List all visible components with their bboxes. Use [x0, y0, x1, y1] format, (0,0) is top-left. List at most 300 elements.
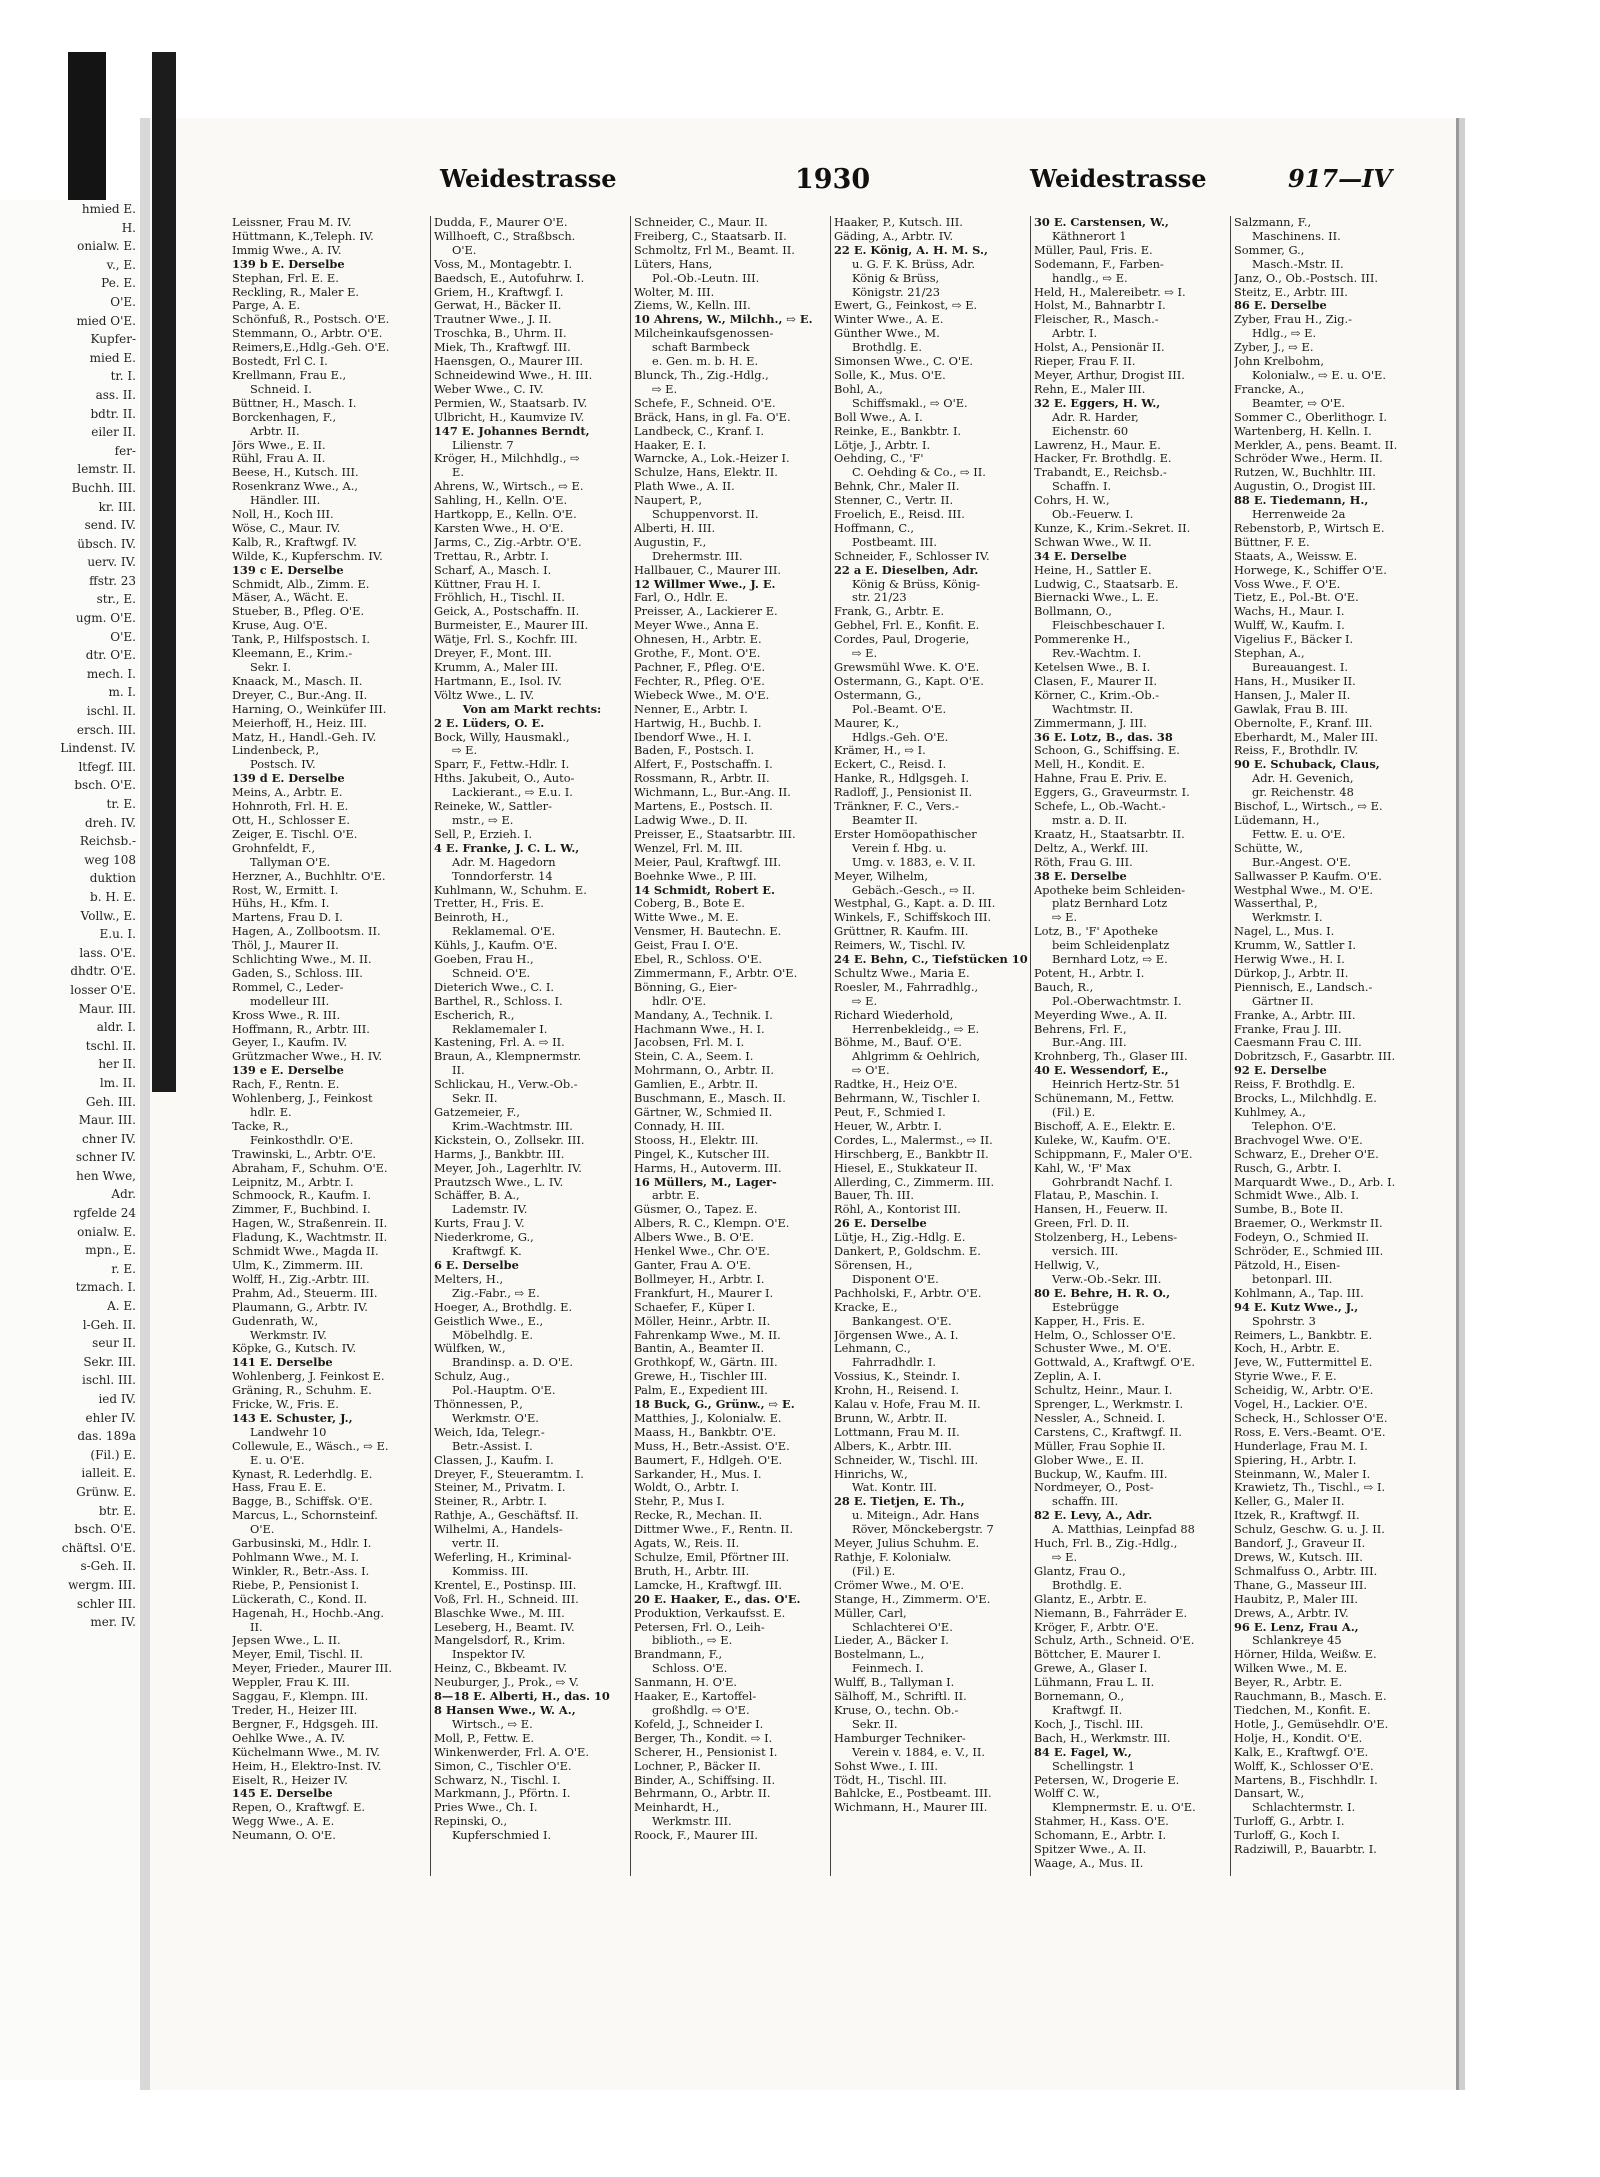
resident-entry: Postsch. IV.	[250, 758, 316, 772]
resident-entry: Bergner, F., Hdgsgeh. III.	[232, 1717, 379, 1731]
resident-entry: Bönning, G., Eier-	[634, 980, 737, 994]
resident-entry: Tank, P., Hilfspostsch. I.	[232, 633, 370, 647]
resident-entry: Schwarz, N., Tischl. I.	[434, 1773, 561, 1787]
resident-entry: Schmidt Wwe., Magda II.	[232, 1245, 379, 1259]
resident-entry: Bureauangest. I.	[1252, 661, 1348, 674]
resident-entry: Rost, W., Ermitt. I.	[232, 883, 339, 897]
resident-entry: Stolzenberg, H., Lebens-	[1034, 1231, 1178, 1245]
resident-entry: Lottmann, Frau M. II.	[834, 1425, 960, 1439]
resident-entry: Meyer, Julius Schuhm. E.	[834, 1537, 980, 1551]
resident-entry: Kalk, E., Kraftwgf. O'E.	[1234, 1745, 1369, 1759]
resident-entry: Käthnerort 1	[1052, 229, 1127, 243]
resident-entry: Meyer, Emil, Tischl. II.	[232, 1648, 363, 1662]
resident-entry: Stenner, C., Vertr. II.	[834, 494, 954, 508]
prev-page-line: str., E.	[96, 592, 136, 607]
prev-page-line: mpn., E.	[85, 1243, 136, 1258]
resident-entry: Meins, A., Arbtr. E.	[232, 786, 343, 800]
resident-entry: platz Bernhard Lotz	[1052, 897, 1168, 911]
resident-entry: Crömer Wwe., M. O'E.	[834, 1578, 964, 1592]
resident-entry: Büttner, F. E.	[1234, 535, 1310, 549]
prev-page-line: ehler IV.	[85, 1410, 136, 1425]
resident-entry: Sarkander, H., Mus. I.	[634, 1467, 762, 1481]
resident-entry: Witte Wwe., M. E.	[634, 911, 739, 925]
resident-entry: Wilde, K., Kupferschm. IV.	[232, 549, 383, 563]
resident-entry: Helm, O., Schlosser O'E.	[1034, 1328, 1176, 1342]
prev-page-line: Geh. III.	[85, 1094, 136, 1109]
resident-entry: Nordmeyer, O., Post-	[1034, 1481, 1154, 1495]
resident-entry: Hachmann Wwe., H. I.	[634, 1022, 765, 1036]
resident-entry: Martens, E., Postsch. II.	[634, 800, 773, 814]
resident-entry: Binder, A., Schiffsing. II.	[634, 1773, 776, 1787]
resident-entry: Grewsmühl Wwe. K. O'E.	[834, 661, 980, 674]
resident-entry: Zimmermann, J. III.	[1034, 716, 1147, 730]
resident-entry: Ahlgrimm & Oehlrich,	[852, 1050, 981, 1064]
resident-entry: Sallwasser P. Kaufm. O'E.	[1234, 869, 1382, 883]
resident-entry: Schuster Wwe., M. O'E.	[1034, 1342, 1172, 1356]
resident-entry: Holst, A., Pensionär II.	[1034, 341, 1165, 355]
resident-entry: Klempnermstr. E. u. O'E.	[1052, 1801, 1196, 1815]
resident-entry: Alberti, H. III.	[634, 521, 716, 535]
resident-entry: gr. Reichenstr. 48	[1252, 786, 1354, 800]
resident-entry: Wolter, M. III.	[634, 285, 715, 299]
resident-entry: Kohlmann, A., Tap. III.	[1234, 1286, 1364, 1300]
resident-entry: Potent, H., Arbtr. I.	[1034, 966, 1145, 980]
resident-entry: Sanmann, H. O'E.	[634, 1676, 738, 1690]
house-number-entry: 16 Müllers, M., Lager-	[634, 1175, 777, 1189]
resident-entry: Nenner, E., Arbtr. I.	[634, 702, 748, 716]
resident-entry: Kalau v. Hofe, Frau M. II.	[834, 1398, 981, 1412]
resident-entry: Schneider, F., Schlosser IV.	[834, 549, 990, 563]
resident-entry: Steitz, E., Arbtr. III.	[1234, 285, 1348, 299]
resident-entry: Ulbricht, H., Kaumvize IV.	[434, 410, 585, 424]
resident-entry: Ob.-Feuerw. I.	[1052, 508, 1134, 522]
resident-entry: Meyerding Wwe., A. II.	[1034, 1008, 1168, 1022]
resident-entry: Reklamemal. O'E.	[452, 925, 556, 939]
resident-entry: hdlr. O'E.	[652, 994, 707, 1008]
resident-entry: Winkels, F., Schiffskoch III.	[834, 911, 992, 925]
resident-entry: Clasen, F., Maurer II.	[1034, 674, 1157, 688]
resident-entry: Kraatz, H., Staatsarbtr. II.	[1034, 827, 1185, 841]
resident-entry: Weber Wwe., C. IV.	[434, 382, 544, 396]
resident-entry: Schmoltz, Frl M., Beamt. II.	[634, 243, 795, 257]
house-number-entry: 82 E. Levy, A., Adr.	[1034, 1509, 1153, 1523]
prev-page-line: ugm. O'E.	[75, 611, 136, 626]
resident-entry: Kracke, E.,	[834, 1300, 898, 1314]
resident-entry: Meyer Wwe., Anna E.	[634, 619, 759, 633]
resident-entry: Plaumann, G., Arbtr. IV.	[232, 1300, 368, 1314]
resident-entry: Melters, H.,	[434, 1272, 504, 1286]
resident-entry: Schippmann, F., Maler O'E.	[1034, 1147, 1193, 1161]
previous-page-fragment	[0, 200, 140, 2080]
resident-entry: Umg. v. 1883, e. V. II.	[852, 855, 976, 869]
resident-entry: Milcheinkaufsgenossen-	[634, 327, 774, 341]
resident-entry: Naupert, P.,	[634, 494, 702, 508]
resident-entry: Riebe, P., Pensionist I.	[232, 1578, 360, 1592]
resident-entry: Braun, A., Klempnermstr.	[434, 1050, 582, 1064]
resident-entry: Küchelmann Wwe., M. IV.	[232, 1745, 380, 1759]
resident-entry: u. Miteign., Adr. Hans	[852, 1509, 980, 1523]
resident-entry: ⇨ E.	[852, 994, 878, 1008]
resident-entry: Zeiger, E. Tischl. O'E.	[232, 827, 358, 841]
resident-entry: Steiner, R., Arbtr. I.	[434, 1495, 547, 1509]
resident-entry: Kurts, Frau J. V.	[434, 1217, 525, 1231]
resident-entry: Kruse, Aug. O'E.	[232, 619, 328, 633]
resident-entry: Salzmann, F.,	[1234, 216, 1312, 229]
resident-entry: Kühls, J., Kaufm. O'E.	[434, 939, 558, 953]
resident-entry: Gerwat, H., Bäcker II.	[434, 299, 562, 313]
resident-entry: Prautzsch Wwe., L. IV.	[434, 1175, 564, 1189]
resident-entry: Mell, H., Kondit. E.	[1034, 758, 1145, 772]
resident-entry: Kickstein, O., Zollsekr. III.	[434, 1133, 585, 1147]
resident-entry: Arbtr. I.	[1052, 327, 1098, 341]
resident-entry: Heinrich Hertz-Str. 51	[1052, 1078, 1181, 1092]
resident-entry: Wachtmstr. II.	[1052, 702, 1134, 716]
house-number-entry: 40 E. Wessendorf, E.,	[1034, 1064, 1169, 1078]
resident-entry: Vigelius F., Bäcker I.	[1234, 633, 1354, 647]
resident-entry: Pommerenke H.,	[1034, 633, 1131, 647]
prev-page-line: hen Wwe,	[76, 1168, 136, 1183]
resident-entry: Fricke, W., Fris. E.	[232, 1398, 339, 1412]
resident-entry: Cordes, Paul, Drogerie,	[834, 633, 970, 647]
prev-page-line: ischl. II.	[86, 704, 136, 719]
resident-entry: Scherer, H., Pensionist I.	[634, 1745, 778, 1759]
resident-entry: Wachs, H., Maur. I.	[1234, 605, 1345, 619]
resident-entry: Lötje, J., Arbtr. I.	[834, 438, 931, 452]
house-number-entry: 32 E. Eggers, H. W.,	[1034, 396, 1161, 410]
resident-entry: Reiss, F. Brothdlg. E.	[1234, 1078, 1356, 1092]
resident-entry: Fechter, R., Pfleg. O'E.	[634, 674, 765, 688]
resident-entry: Schulz, Aug.,	[434, 1370, 510, 1384]
resident-entry: Franke, Frau J. III.	[1234, 1022, 1342, 1036]
resident-entry: vertr. II.	[452, 1537, 500, 1551]
resident-entry: Estebrügge	[1052, 1300, 1119, 1314]
resident-entry: str. 21/23	[852, 591, 907, 605]
resident-entry: Staats, A., Weissw. E.	[1234, 549, 1358, 563]
resident-entry: König & Brüss, König-	[852, 577, 980, 591]
house-number-entry: 84 E. Fagel, W.,	[1034, 1745, 1132, 1759]
resident-entry: Möbelhdlg. E.	[452, 1328, 533, 1342]
resident-entry: Fröhlich, H., Tischl. II.	[434, 591, 565, 605]
resident-entry: Ulm, K., Zimmerm. III.	[232, 1258, 364, 1272]
prev-page-line: Adr.	[111, 1187, 136, 1202]
resident-entry: Heine, H., Sattler E.	[1034, 563, 1152, 577]
resident-entry: Ohnesen, H., Arbtr. E.	[634, 633, 762, 647]
resident-entry: Kolonialw., ⇨ E. u. O'E.	[1252, 368, 1386, 382]
resident-entry: Schaefer, F., Küper I.	[634, 1300, 756, 1314]
resident-entry: Kahl, W., 'F' Max	[1034, 1161, 1131, 1175]
resident-entry: Rauchmann, B., Masch. E.	[1234, 1690, 1387, 1704]
resident-entry: Geistlich Wwe., E.,	[434, 1314, 544, 1328]
resident-entry: Zyber, Frau H., Zig.-	[1234, 313, 1353, 327]
resident-entry: Petersen, W., Drogerie E.	[1034, 1773, 1180, 1787]
prev-page-line: m. I.	[108, 685, 136, 700]
prev-page-line: aldr. I.	[96, 1020, 136, 1035]
resident-entry: Lütje, H., Zig.-Hdlg. E.	[834, 1231, 966, 1245]
resident-entry: Zig.-Fabr., ⇨ E.	[452, 1286, 540, 1300]
resident-entry: Geist, Frau I. O'E.	[634, 939, 739, 953]
resident-entry: Geick, A., Postschaffn. II.	[434, 605, 580, 619]
resident-entry: Stehr, P., Mus I.	[634, 1495, 725, 1509]
column-rule	[1230, 216, 1231, 1876]
resident-entry: Froelich, E., Reisd. III.	[834, 508, 965, 522]
resident-entry: Schwarz, E., Dreher O'E.	[1234, 1147, 1379, 1161]
resident-entry: Prahm, Ad., Steuerm. III.	[232, 1286, 378, 1300]
resident-entry: Albers, K., Arbtr. III.	[834, 1439, 952, 1453]
resident-entry: ⇨ E.	[1052, 1551, 1078, 1564]
resident-entry: Ziems, W., Kelln. III.	[634, 299, 751, 313]
resident-entry: Wirtsch., ⇨ E.	[452, 1717, 533, 1731]
resident-entry: Telephon. O'E.	[1252, 1119, 1337, 1133]
resident-entry: Grohnfeldt, F.,	[232, 841, 316, 855]
prev-page-line: Maur. III.	[78, 1113, 136, 1128]
directory-column-4	[834, 216, 1030, 2086]
resident-entry: Ott, H., Schlosser E.	[232, 813, 350, 827]
resident-entry: Fahrradhdlr. I.	[852, 1356, 937, 1370]
resident-entry: Willhoeft, C., Straßbsch.	[434, 229, 576, 243]
resident-entry: Dankert, P., Goldschm. E.	[834, 1245, 981, 1259]
resident-entry: Nagel, L., Mus. I.	[1234, 925, 1335, 939]
resident-entry: Sell, P., Erzieh. I.	[434, 827, 533, 841]
resident-entry: Sekr. II.	[852, 1717, 898, 1731]
resident-entry: Schultz Wwe., Maria E.	[834, 966, 970, 980]
resident-entry: Kalb, R., Kraftwgf. IV.	[232, 535, 357, 549]
resident-entry: Repen, O., Kraftwgf. E.	[232, 1801, 366, 1815]
resident-entry: Bernhard Lotz, ⇨ E.	[1052, 953, 1168, 967]
resident-entry: Ewert, G., Feinkost, ⇨ E.	[834, 299, 978, 313]
resident-entry: Palm, E., Expedient III.	[634, 1384, 768, 1398]
prev-page-line: bsch. O'E.	[74, 1522, 136, 1537]
resident-entry: Krämer, H., ⇨ I.	[834, 744, 926, 758]
prev-page-line: mer. IV.	[90, 1615, 136, 1630]
resident-entry: Beamter, ⇨ O'E.	[1252, 396, 1346, 410]
resident-entry: Grewe, A., Glaser I.	[1034, 1662, 1148, 1676]
resident-entry: Wolff C. W.,	[1034, 1787, 1100, 1801]
resident-entry: Dobritzsch, F., Gasarbtr. III.	[1234, 1050, 1396, 1064]
resident-entry: Permien, W., Staatsarb. IV.	[434, 396, 588, 410]
resident-entry: Kynast, R. Lederhdlg. E.	[232, 1467, 373, 1481]
resident-entry: Holje, H., Kondit. O'E.	[1234, 1731, 1363, 1745]
prev-page-line: Grünw. E.	[76, 1484, 136, 1499]
resident-entry: Hallbauer, C., Maurer III.	[634, 563, 781, 577]
resident-entry: Dürkop, J., Arbtr. II.	[1234, 966, 1349, 980]
resident-entry: Flatau, P., Maschin. I.	[1034, 1189, 1159, 1203]
resident-entry: Bräck, Hans, in gl. Fa. O'E.	[634, 410, 791, 424]
resident-entry: Waage, A., Mus. II.	[1034, 1856, 1144, 1870]
resident-entry: Wasserthal, P.,	[1234, 897, 1318, 911]
prev-page-line: chäftsl. O'E.	[61, 1540, 136, 1555]
resident-entry: Bankangest. O'E.	[852, 1314, 952, 1328]
resident-entry: Obernolte, F., Kranf. III.	[1234, 716, 1373, 730]
resident-entry: Schloss. O'E.	[652, 1662, 728, 1676]
resident-entry: Herzner, A., Buchhltr. O'E.	[232, 869, 386, 883]
resident-entry: Tallyman O'E.	[250, 855, 331, 869]
resident-entry: Jörgensen Wwe., A. I.	[834, 1328, 959, 1342]
resident-entry: Neumann, O. O'E.	[232, 1829, 336, 1843]
resident-entry: Bantin, A., Beamter II.	[634, 1342, 765, 1356]
resident-entry: Verein v. 1884, e. V., II.	[852, 1745, 985, 1759]
resident-entry: Bostedt, Frl C. I.	[232, 355, 328, 369]
prev-page-line: das. 189a	[77, 1429, 136, 1444]
resident-entry: Pries Wwe., Ch. I.	[434, 1801, 538, 1815]
resident-entry: Bornemann, O.,	[1034, 1690, 1125, 1704]
resident-entry: Steinmann, W., Maler I.	[1234, 1467, 1371, 1481]
resident-entry: Bock, Willy, Hausmakl.,	[434, 730, 570, 744]
prev-page-line: Reichsb.-	[79, 834, 136, 849]
resident-entry: Hoffmann, R., Arbtr. III.	[232, 1022, 370, 1036]
resident-entry: Schneider, W., Tischl. III.	[834, 1453, 979, 1467]
resident-entry: Hunderlage, Frau M. I.	[1234, 1439, 1368, 1453]
resident-entry: Blunck, Th., Zig.-Hdlg.,	[634, 368, 769, 382]
resident-entry: Gawlak, Frau B. III.	[1234, 702, 1349, 716]
resident-entry: Horwege, K., Schiffer O'E.	[1234, 563, 1387, 577]
resident-entry: Thane, G., Masseur III.	[1234, 1578, 1368, 1592]
resident-entry: Ladwig Wwe., D. II.	[634, 813, 748, 827]
resident-entry: Haubitz, P., Maler III.	[1234, 1592, 1359, 1606]
resident-entry: Rommel, C., Leder-	[232, 980, 344, 994]
house-number-entry: 141 E. Derselbe	[232, 1356, 333, 1370]
resident-entry: Lotz, B., 'F' Apotheke	[1034, 925, 1158, 939]
resident-entry: Carstens, C., Kraftwgf. II.	[1034, 1425, 1182, 1439]
resident-entry: Schomann, E., Arbtr. I.	[1034, 1829, 1167, 1843]
prev-page-line: Lindenst. IV.	[60, 741, 136, 756]
resident-entry: Hellwig, V.,	[1034, 1258, 1100, 1272]
resident-entry: Muss, H., Betr.-Assist. O'E.	[634, 1439, 790, 1453]
resident-entry: Dreyer, F., Steueramtm. I.	[434, 1467, 584, 1481]
resident-entry: Fladung, K., Wachtmstr. II.	[232, 1231, 388, 1245]
resident-entry: Krohnberg, Th., Glaser III.	[1034, 1050, 1188, 1064]
resident-entry: Schefe, F., Schneid. O'E.	[634, 396, 776, 410]
resident-entry: Schlankreye 45	[1252, 1634, 1342, 1648]
resident-entry: Roock, F., Maurer III.	[634, 1829, 758, 1843]
resident-entry: modelleur III.	[250, 994, 330, 1008]
resident-entry: Wohlenberg, J. Feinkost E.	[232, 1370, 385, 1384]
resident-entry: Kuleke, W., Kaufm. O'E.	[1034, 1133, 1171, 1147]
resident-entry: Hacker, Fr. Brothdlg. E.	[1034, 452, 1172, 466]
resident-entry: Thönnessen, P.,	[434, 1398, 523, 1412]
resident-entry: Koch, J., Tischl. III.	[1034, 1717, 1144, 1731]
resident-entry: Lühmann, Frau L. II.	[1034, 1676, 1155, 1690]
house-number-entry: 90 E. Schuback, Claus,	[1234, 758, 1380, 772]
resident-entry: Ketelsen Wwe., B. I.	[1034, 661, 1151, 674]
resident-entry: Wegg Wwe., A. E.	[232, 1815, 335, 1829]
resident-entry: Winter Wwe., A. E.	[834, 313, 944, 327]
prev-page-line: ersch. III.	[76, 722, 136, 737]
resident-entry: Produktion, Verkaufsst. E.	[634, 1606, 786, 1620]
resident-entry: Fettw. E. u. O'E.	[1252, 827, 1346, 841]
resident-entry: Bischoff, A. E., Elektr. E.	[1034, 1119, 1176, 1133]
resident-entry: Hagen, W., Straßenrein. II.	[232, 1217, 388, 1231]
resident-entry: Schaffn. I.	[1052, 480, 1112, 494]
directory-column-3	[634, 216, 830, 2086]
resident-entry: Schulze, Hans, Elektr. II.	[634, 466, 778, 480]
resident-entry: Wolff, H., Zig.-Arbtr. III.	[232, 1272, 370, 1286]
resident-entry: Frank, G., Arbtr. E.	[834, 605, 945, 619]
column-rule	[430, 216, 431, 1876]
house-number-entry: 12 Willmer Wwe., J. E.	[634, 577, 776, 591]
prev-page-line: bsch. O'E.	[74, 778, 136, 793]
resident-entry: Westphal, G., Kapt. a. D. III.	[834, 897, 996, 911]
resident-entry: handlg., ⇨ E.	[1052, 271, 1128, 285]
resident-entry: Hanke, R., Hdlgsgeh. I.	[834, 772, 970, 786]
resident-entry: Frankfurt, H., Maurer I.	[634, 1286, 774, 1300]
resident-entry: Bostelmann, L.,	[834, 1648, 925, 1662]
resident-entry: Schünemann, M., Fettw.	[1034, 1092, 1175, 1106]
resident-entry: Rach, F., Rentn. E.	[232, 1078, 340, 1092]
resident-entry: Rutzen, W., Buchhltr. III.	[1234, 466, 1376, 480]
resident-entry: Vogel, H., Lackier. O'E.	[1234, 1398, 1368, 1412]
resident-entry: Hoffmann, C.,	[834, 521, 914, 535]
house-number-entry: 139 d E. Derselbe	[232, 772, 345, 786]
prev-page-line: dhdtr. O'E.	[70, 964, 136, 979]
resident-entry: Trabandt, E., Reichsb.-	[1034, 466, 1167, 480]
resident-entry: Blaschke Wwe., M. III.	[434, 1606, 565, 1620]
resident-entry: Garbusinski, M., Hdlr. I.	[232, 1537, 372, 1551]
resident-entry: Franke, A., Arbtr. III.	[1234, 1008, 1356, 1022]
resident-entry: Solle, K., Mus. O'E.	[834, 368, 946, 382]
prev-page-line: ass. II.	[95, 387, 136, 402]
resident-entry: Pätzold, H., Eisen-	[1234, 1258, 1341, 1272]
resident-entry: Schneidewind Wwe., H. III.	[434, 368, 593, 382]
resident-entry: Styrie Wwe., F. E.	[1234, 1370, 1337, 1384]
resident-entry: Steiner, M., Privatm. I.	[434, 1481, 566, 1495]
resident-entry: Stahmer, H., Kass. O'E.	[1034, 1815, 1169, 1829]
resident-entry: Spohrstr. 3	[1252, 1314, 1316, 1328]
resident-entry: Mangelsdorf, R., Krim.	[434, 1634, 566, 1648]
resident-entry: Neuburger, J., Prok., ⇨ V.	[434, 1676, 579, 1690]
resident-entry: Hoeger, A., Brothdlg. E.	[434, 1300, 573, 1314]
resident-entry: Heuer, W., Arbtr. I.	[834, 1119, 942, 1133]
column-rule	[630, 216, 631, 1876]
resident-entry: Behnk, Chr., Maler II.	[834, 480, 960, 494]
resident-entry: Oehlke Wwe., A. IV.	[232, 1731, 346, 1745]
resident-entry: Wohlenberg, J., Feinkost	[232, 1092, 373, 1106]
resident-entry: Bauch, R.,	[1034, 980, 1094, 994]
resident-entry: Albers Wwe., B. O'E.	[634, 1231, 754, 1245]
resident-entry: Fleischer, R., Masch.-	[1034, 313, 1159, 327]
resident-entry: Treder, H., Heizer III.	[232, 1703, 358, 1717]
house-number-entry: 145 E. Derselbe	[232, 1787, 333, 1801]
house-number-entry: 18 Buck, G., Grünw., ⇨ E.	[634, 1398, 795, 1412]
resident-entry: Ostermann, G.,	[834, 688, 922, 702]
resident-entry: Ahrens, W., Wirtsch., ⇨ E.	[434, 480, 584, 494]
resident-entry: Gamlien, E., Arbtr. II.	[634, 1078, 759, 1092]
prev-page-line: seur II.	[92, 1336, 136, 1351]
resident-entry: König & Brüss,	[852, 271, 940, 285]
resident-entry: Schuppenvorst. II.	[652, 508, 759, 522]
resident-entry: Masch.-Mstr. II.	[1252, 257, 1344, 271]
resident-entry: Mäser, A., Wächt. E.	[232, 591, 349, 605]
prev-page-line: onialw. E.	[77, 1224, 136, 1239]
resident-entry: Schwan Wwe., W. II.	[1034, 535, 1152, 549]
house-number-entry: 139 c E. Derselbe	[232, 563, 344, 577]
resident-entry: Rossmann, R., Arbtr. II.	[634, 772, 770, 786]
prev-page-line: mech. I.	[86, 666, 136, 681]
resident-entry: Kupferschmied I.	[452, 1829, 552, 1843]
resident-entry: Miek, Th., Kraftwgf. III.	[434, 341, 571, 355]
resident-entry: Grothkopf, W., Gärtn. III.	[634, 1356, 778, 1370]
resident-entry: Bahlcke, E., Postbeamt. III.	[834, 1787, 992, 1801]
resident-entry: Winkenwerder, Frl. A. O'E.	[434, 1745, 589, 1759]
resident-entry: Dansart, W.,	[1234, 1787, 1305, 1801]
resident-entry: Krumm, W., Sattler I.	[1234, 939, 1357, 953]
resident-entry: Vensmer, H. Bautechn. E.	[634, 925, 782, 939]
resident-entry: Sekr. II.	[452, 1092, 498, 1106]
resident-entry: Preisser, A., Lackierer E.	[634, 605, 778, 619]
resident-entry: Sommer C., Oberlithogr. I.	[1234, 410, 1387, 424]
resident-entry: Ibendorf Wwe., H. I.	[634, 730, 752, 744]
resident-entry: Martens, B., Fischhdlr. I.	[1234, 1773, 1378, 1787]
prev-page-line: lemstr. II.	[77, 462, 136, 477]
